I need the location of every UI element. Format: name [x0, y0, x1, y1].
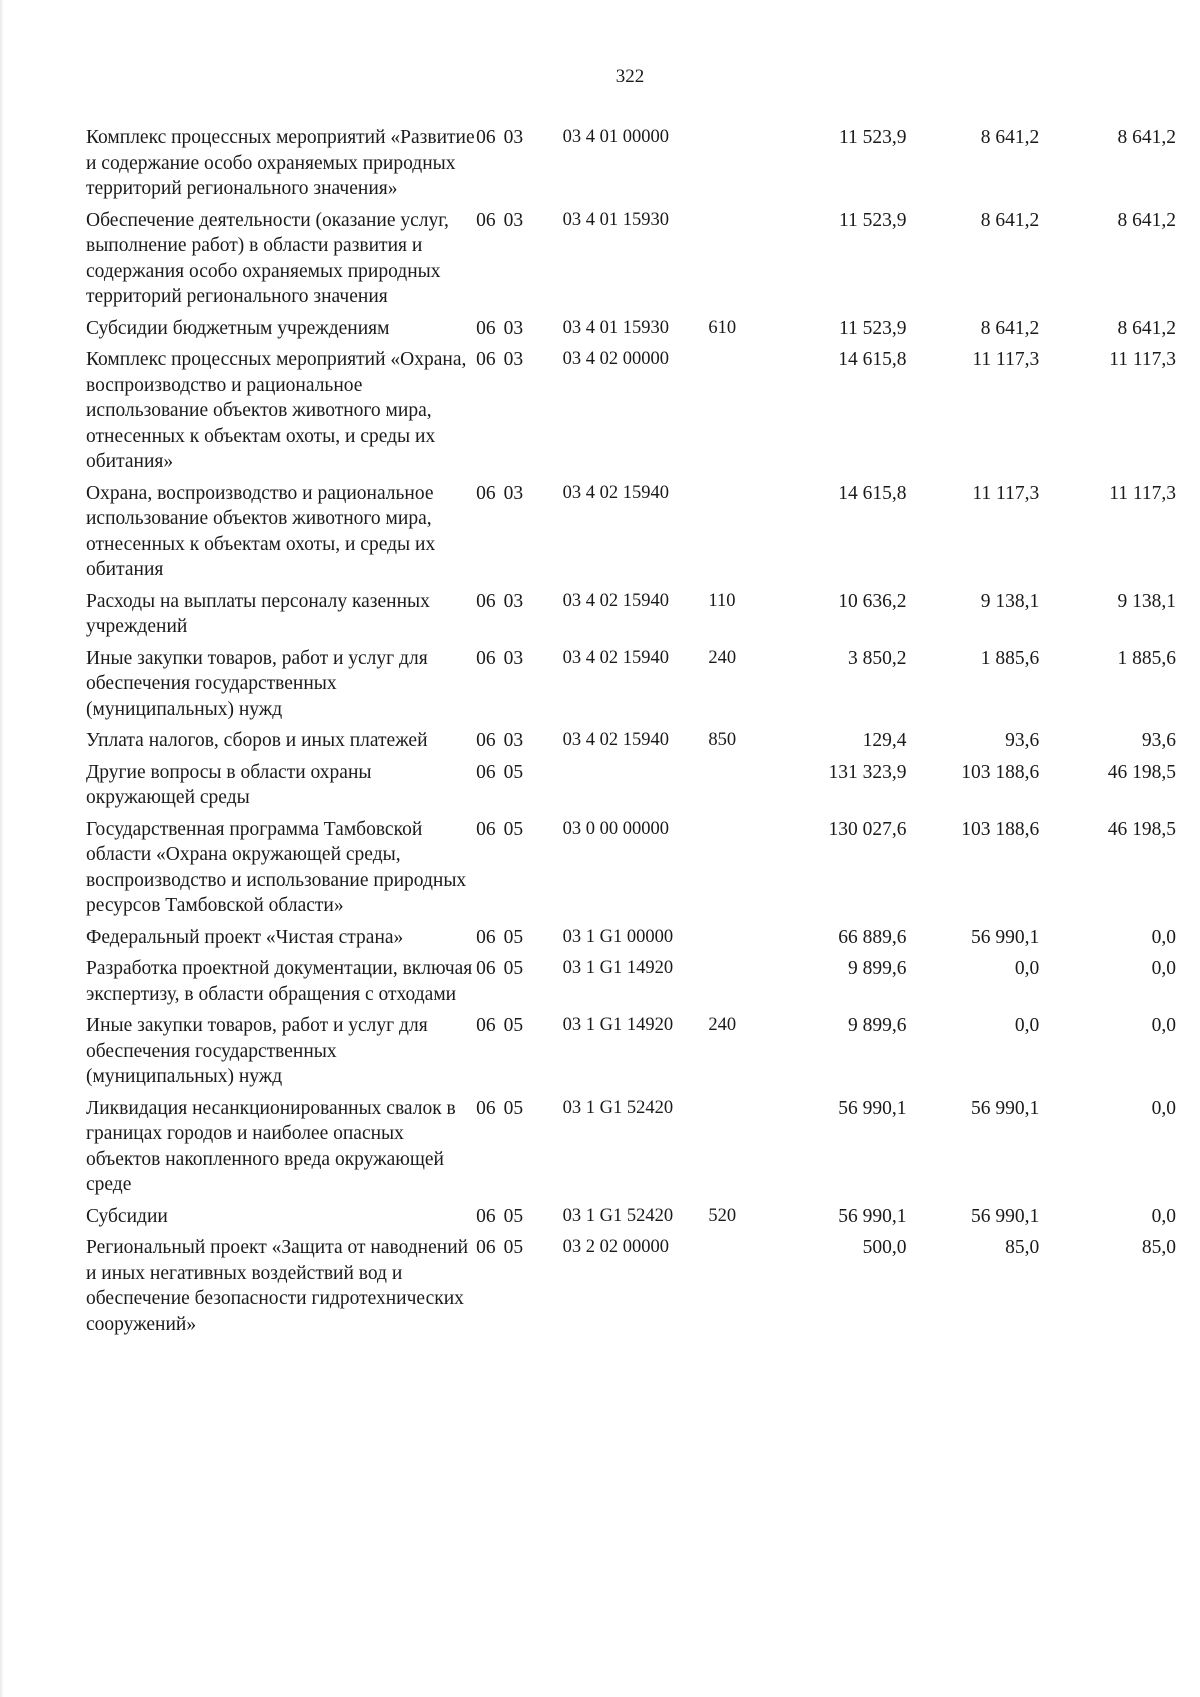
table-row [86, 481, 1176, 589]
amount-year2-cell: 103 188,6 [961, 761, 1040, 783]
expense-name-cell: Другие вопросы в области охраны окружающей среды [86, 761, 372, 808]
amount-year2-cell: 56 990,1 [970, 926, 1040, 948]
table-row [86, 956, 1176, 1013]
expense-type-cell: 520 [708, 1205, 737, 1226]
amount-year3-cell: 1 885,6 [1117, 647, 1176, 669]
target-article-cell: 03 4 02 15940 [562, 647, 669, 668]
amount-year2-cell: 1 885,6 [980, 647, 1040, 669]
amount-year3-cell: 9 138,1 [1117, 590, 1176, 612]
section-cell [476, 728, 562, 760]
table-row [86, 1013, 1176, 1096]
table-row [86, 728, 1176, 760]
amount-year1-cell: 129,4 [862, 730, 907, 751]
section-cell [476, 589, 562, 646]
expense-name-cell: Государственная программа Тамбовской области «Охрана окружающей среды, воспроизводство и использование природных ресурсов Тамбовской области» [86, 818, 467, 916]
amount-year2-cell: 56 990,1 [970, 1205, 1040, 1227]
expense-type-cell [708, 347, 768, 481]
subsection-code: 05 [503, 958, 524, 979]
section-code: 06 [476, 647, 496, 669]
expense-name-cell: Охрана, воспроизводство и рациональное использование объектов животного мира, отнесенных к объектам охоты, и среды их обитания [86, 482, 436, 580]
amount-year2-cell: 56 990,1 [970, 1097, 1040, 1119]
amount-year1-cell: 11 523,9 [838, 209, 907, 231]
amount-year2-cell: 11 117,3 [972, 482, 1040, 504]
section-code: 06 [476, 127, 496, 148]
target-article-cell: 03 4 01 00000 [562, 127, 669, 147]
amount-year3-cell: 93,6 [1141, 730, 1176, 751]
subsection-code: 05 [503, 1015, 524, 1036]
section-cell [476, 481, 562, 589]
section-cell [476, 925, 562, 957]
expense-type-cell: 610 [708, 317, 737, 338]
section-code: 06 [476, 730, 496, 751]
amount-year2-cell: 0,0 [1014, 958, 1040, 979]
target-article-cell: 03 1 G1 52420 [562, 1205, 674, 1226]
table-row [86, 925, 1176, 957]
target-article-cell: 03 4 01 15930 [562, 209, 669, 230]
amount-year3-cell: 46 198,5 [1107, 818, 1176, 840]
section-code: 06 [476, 349, 496, 370]
section-code: 06 [476, 761, 496, 783]
section-code: 06 [476, 1205, 496, 1227]
amount-year2-cell: 11 117,3 [972, 349, 1040, 370]
expense-type-cell [708, 1096, 768, 1204]
amount-year3-cell: 0,0 [1151, 1205, 1176, 1227]
expense-name-cell: Комплекс процессных мероприятий «Охрана, воспроизводство и рациональное использование объектов животного мира, отнесенных к объектам охоты, и среды их обитания» [86, 349, 467, 472]
expense-name-cell: Федеральный проект «Чистая страна» [86, 926, 404, 948]
section-code: 06 [476, 317, 496, 339]
subsection-code: 05 [503, 818, 524, 840]
amount-year3-cell: 46 198,5 [1107, 761, 1176, 783]
budget-table [86, 125, 1176, 1343]
expense-name-cell: Обеспечение деятельности (оказание услуг, выполнение работ) в области развития и содержания особо охраняемых природных территорий регионального значения [86, 209, 449, 307]
expense-type-cell [708, 125, 768, 208]
section-code: 06 [476, 1015, 496, 1036]
section-cell [476, 347, 562, 481]
amount-year1-cell: 56 990,1 [838, 1205, 907, 1227]
amount-year3-cell: 0,0 [1151, 1015, 1176, 1036]
amount-year2-cell: 0,0 [1014, 1015, 1040, 1036]
section-code: 06 [476, 209, 496, 231]
target-article-cell: 03 4 02 00000 [562, 349, 669, 369]
section-cell [476, 646, 562, 729]
amount-year3-cell: 11 117,3 [1109, 482, 1176, 504]
amount-year1-cell: 56 990,1 [838, 1097, 907, 1119]
expense-type-cell [708, 956, 768, 1013]
section-code: 06 [476, 590, 496, 612]
section-cell [476, 125, 562, 208]
expense-name-cell: Региональный проект «Защита от наводнений и иных негативных воздействий вод и обеспечение безопасности гидротехнических сооружений» [86, 1237, 469, 1335]
target-article-cell: 03 1 G1 14920 [562, 958, 674, 978]
section-cell [476, 1204, 562, 1236]
expense-type-cell: 240 [708, 1015, 737, 1035]
section-cell [476, 1235, 562, 1343]
amount-year3-cell: 11 117,3 [1109, 349, 1176, 370]
subsection-code: 03 [503, 317, 524, 339]
amount-year2-cell: 93,6 [1005, 730, 1040, 751]
amount-year1-cell: 14 615,8 [838, 349, 907, 370]
subsection-code: 05 [503, 1237, 524, 1258]
expense-type-cell [708, 760, 768, 817]
expense-type-cell [708, 208, 768, 316]
amount-year1-cell: 66 889,6 [838, 926, 907, 948]
expense-type-cell: 850 [708, 730, 737, 750]
amount-year3-cell: 8 641,2 [1117, 317, 1176, 339]
expense-type-cell: 110 [708, 590, 736, 611]
table-row [86, 125, 1176, 208]
section-cell [476, 956, 562, 1013]
expense-type-cell [708, 925, 768, 957]
scan-edge [0, 0, 4, 1697]
amount-year1-cell: 10 636,2 [838, 590, 907, 612]
table-row [86, 316, 1176, 348]
subsection-code: 05 [503, 761, 524, 783]
amount-year1-cell: 9 899,6 [847, 958, 907, 979]
amount-year3-cell: 0,0 [1151, 1097, 1176, 1119]
amount-year3-cell: 0,0 [1151, 958, 1176, 979]
target-article-cell: 03 1 G1 52420 [562, 1097, 674, 1118]
amount-year2-cell: 9 138,1 [980, 590, 1040, 612]
subsection-code: 05 [503, 1097, 524, 1119]
expense-type-cell [708, 817, 768, 925]
amount-year3-cell: 0,0 [1151, 926, 1176, 948]
expense-name-cell: Субсидии [86, 1205, 168, 1227]
subsection-code: 03 [503, 647, 524, 669]
subsection-code: 05 [503, 1205, 524, 1227]
page-number: 322 [615, 66, 645, 87]
expense-type-cell: 240 [708, 647, 737, 668]
expense-name-cell: Уплата налогов, сборов и иных платежей [86, 730, 428, 751]
amount-year1-cell: 11 523,9 [838, 317, 907, 339]
amount-year1-cell: 131 323,9 [828, 761, 907, 783]
section-cell [476, 1013, 562, 1096]
expense-name-cell: Иные закупки товаров, работ и услуг для обеспечения государственных (муниципальных) нужд [86, 1015, 428, 1087]
target-article-cell: 03 4 02 15940 [562, 730, 669, 750]
amount-year2-cell: 103 188,6 [961, 818, 1040, 840]
amount-year1-cell: 14 615,8 [838, 482, 907, 504]
subsection-code: 03 [503, 349, 524, 370]
amount-year2-cell: 85,0 [1005, 1237, 1040, 1258]
expense-name-cell: Иные закупки товаров, работ и услуг для обеспечения государственных (муниципальных) нужд [86, 647, 428, 720]
section-code: 06 [476, 482, 496, 504]
amount-year1-cell: 500,0 [862, 1237, 907, 1258]
expense-name-cell: Субсидии бюджетным учреждениям [86, 317, 390, 339]
table-row [86, 646, 1176, 729]
section-cell [476, 817, 562, 925]
table-row [86, 1096, 1176, 1204]
section-code: 06 [476, 1097, 496, 1119]
table-row [86, 1204, 1176, 1236]
amount-year3-cell: 85,0 [1141, 1237, 1176, 1258]
section-cell [476, 1096, 562, 1204]
target-article-cell: 03 1 G1 14920 [562, 1015, 674, 1035]
table-row [86, 817, 1176, 925]
amount-year3-cell: 8 641,2 [1117, 209, 1176, 231]
table-row [86, 589, 1176, 646]
target-article-cell: 03 4 01 15930 [562, 317, 669, 338]
expense-type-cell [708, 481, 768, 589]
amount-year2-cell: 8 641,2 [980, 317, 1040, 339]
section-code: 06 [476, 926, 496, 948]
target-article-cell: 03 4 02 15940 [562, 482, 669, 503]
expense-name-cell: Расходы на выплаты персоналу казенных учреждений [86, 590, 430, 637]
table-row [86, 347, 1176, 481]
amount-year1-cell: 3 850,2 [847, 647, 907, 669]
subsection-code: 03 [503, 482, 524, 504]
target-article-cell: 03 2 02 00000 [562, 1237, 669, 1257]
section-code: 06 [476, 1237, 496, 1258]
expense-name-cell: Разработка проектной документации, включая экспертизу, в области обращения с отходами [86, 958, 473, 1005]
section-cell [476, 208, 562, 316]
expense-type-cell [708, 1235, 768, 1343]
amount-year2-cell: 8 641,2 [980, 209, 1040, 231]
section-code: 06 [476, 958, 496, 979]
section-cell [476, 316, 562, 348]
amount-year3-cell: 8 641,2 [1117, 127, 1176, 148]
target-article-cell: 03 4 02 15940 [562, 590, 669, 611]
target-article-cell: 03 1 G1 00000 [562, 926, 674, 947]
table-body [86, 125, 1176, 1343]
subsection-code: 03 [503, 590, 524, 612]
subsection-code: 03 [503, 127, 524, 148]
amount-year1-cell: 11 523,9 [838, 127, 907, 148]
section-cell [476, 760, 562, 817]
subsection-code: 03 [503, 209, 524, 231]
table-row [86, 208, 1176, 316]
table-row [86, 1235, 1176, 1343]
expense-name-cell: Ликвидация несанкционированных свалок в границах городов и наиболее опасных объектов накопленного вреда окружающей среде [86, 1097, 456, 1195]
target-article-cell [563, 760, 709, 817]
subsection-code: 05 [503, 926, 524, 948]
table-row [86, 760, 1176, 817]
section-code: 06 [476, 818, 496, 840]
target-article-cell: 03 0 00 00000 [562, 818, 669, 839]
expense-name-cell: Комплекс процессных мероприятий «Развитие и содержание особо охраняемых природных территорий регионального значения» [86, 127, 475, 199]
amount-year2-cell: 8 641,2 [980, 127, 1040, 148]
subsection-code: 03 [503, 730, 524, 751]
amount-year1-cell: 130 027,6 [828, 818, 907, 840]
amount-year1-cell: 9 899,6 [847, 1015, 907, 1036]
